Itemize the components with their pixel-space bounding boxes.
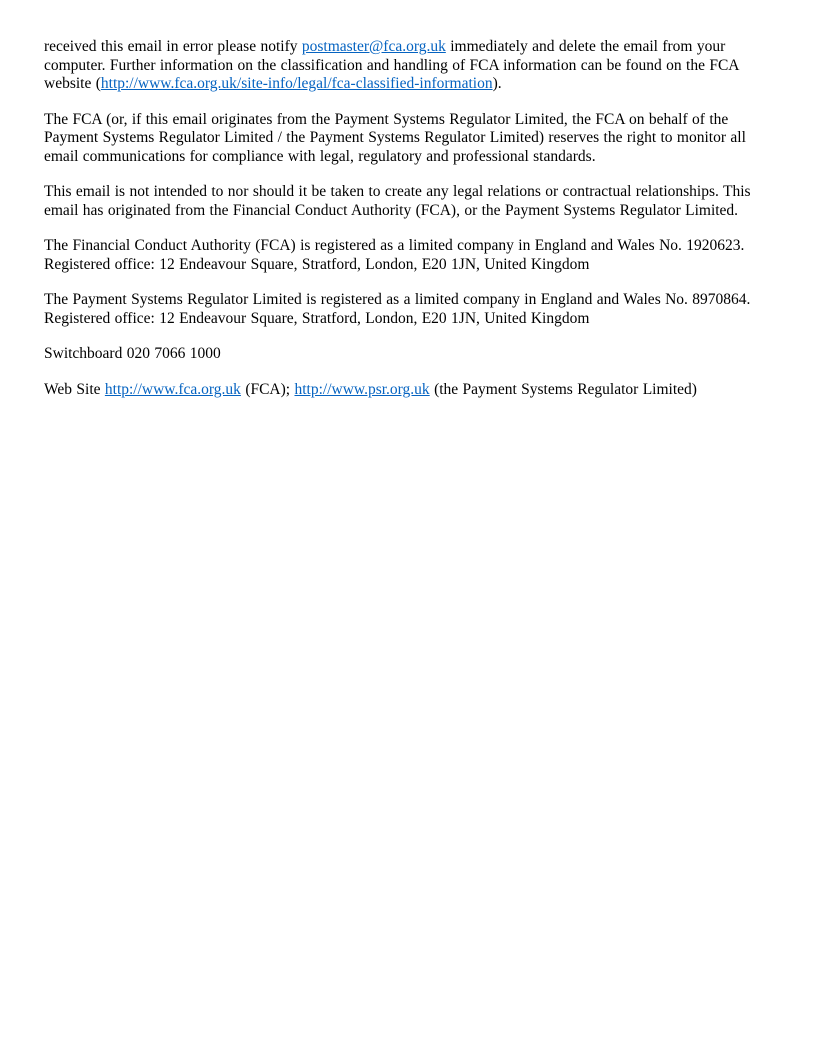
- paragraph-text: ).: [492, 75, 502, 92]
- disclaimer-paragraph-psr-registration: The Payment Systems Regulator Limited is registered as a limited company in England and Wales No. 8970864. Registered office: 12 Endeavour Square, Stratford, London, E20 1JN, United Kingdom: [44, 291, 751, 327]
- disclaimer-paragraph-error-notice: [44, 38, 772, 94]
- paragraph-text: (FCA);: [240, 380, 295, 398]
- fca-classified-information-link[interactable]: http://www.fca.org.uk/site-info/legal/fca-classified-information: [100, 75, 493, 92]
- switchboard-line: Switchboard 020 7066 1000: [44, 345, 221, 362]
- postmaster-email-link[interactable]: postmaster@fca.org.uk: [301, 38, 446, 55]
- website-line: [44, 381, 772, 400]
- paragraph-text: (the Payment Systems Regulator Limited): [429, 380, 697, 398]
- paragraph-text: immediately and delete the email from your computer. Further information on the classification and handling of FCA information can be found on the FCA website (: [44, 38, 739, 92]
- disclaimer-paragraph-legal-relations: This email is not intended to nor should it be taken to create any legal relations or contractual relationships. This email has originated from the Financial Conduct Authority (FCA), or the Payment Systems Regulator Limited.: [44, 183, 751, 219]
- paragraph-text: Web Site: [44, 380, 105, 398]
- fca-website-link[interactable]: http://www.fca.org.uk: [104, 380, 241, 398]
- paragraph-text: received this email in error please notify: [44, 38, 302, 55]
- disclaimer-paragraph-monitoring: The FCA (or, if this email originates from the Payment Systems Regulator Limited, the FCA on behalf of the Payment Systems Regulator Limited / the Payment Systems Regulator Limited) reserves the right to monitor all email communications for compliance with legal, regulatory and professional standards.: [44, 110, 746, 165]
- psr-website-link[interactable]: http://www.psr.org.uk: [294, 380, 430, 398]
- disclaimer-paragraph-fca-registration: The Financial Conduct Authority (FCA) is registered as a limited company in England and Wales No. 1920623. Registered office: 12 Endeavour Square, Stratford, London, E20 1JN, United Kingdom: [44, 237, 745, 273]
